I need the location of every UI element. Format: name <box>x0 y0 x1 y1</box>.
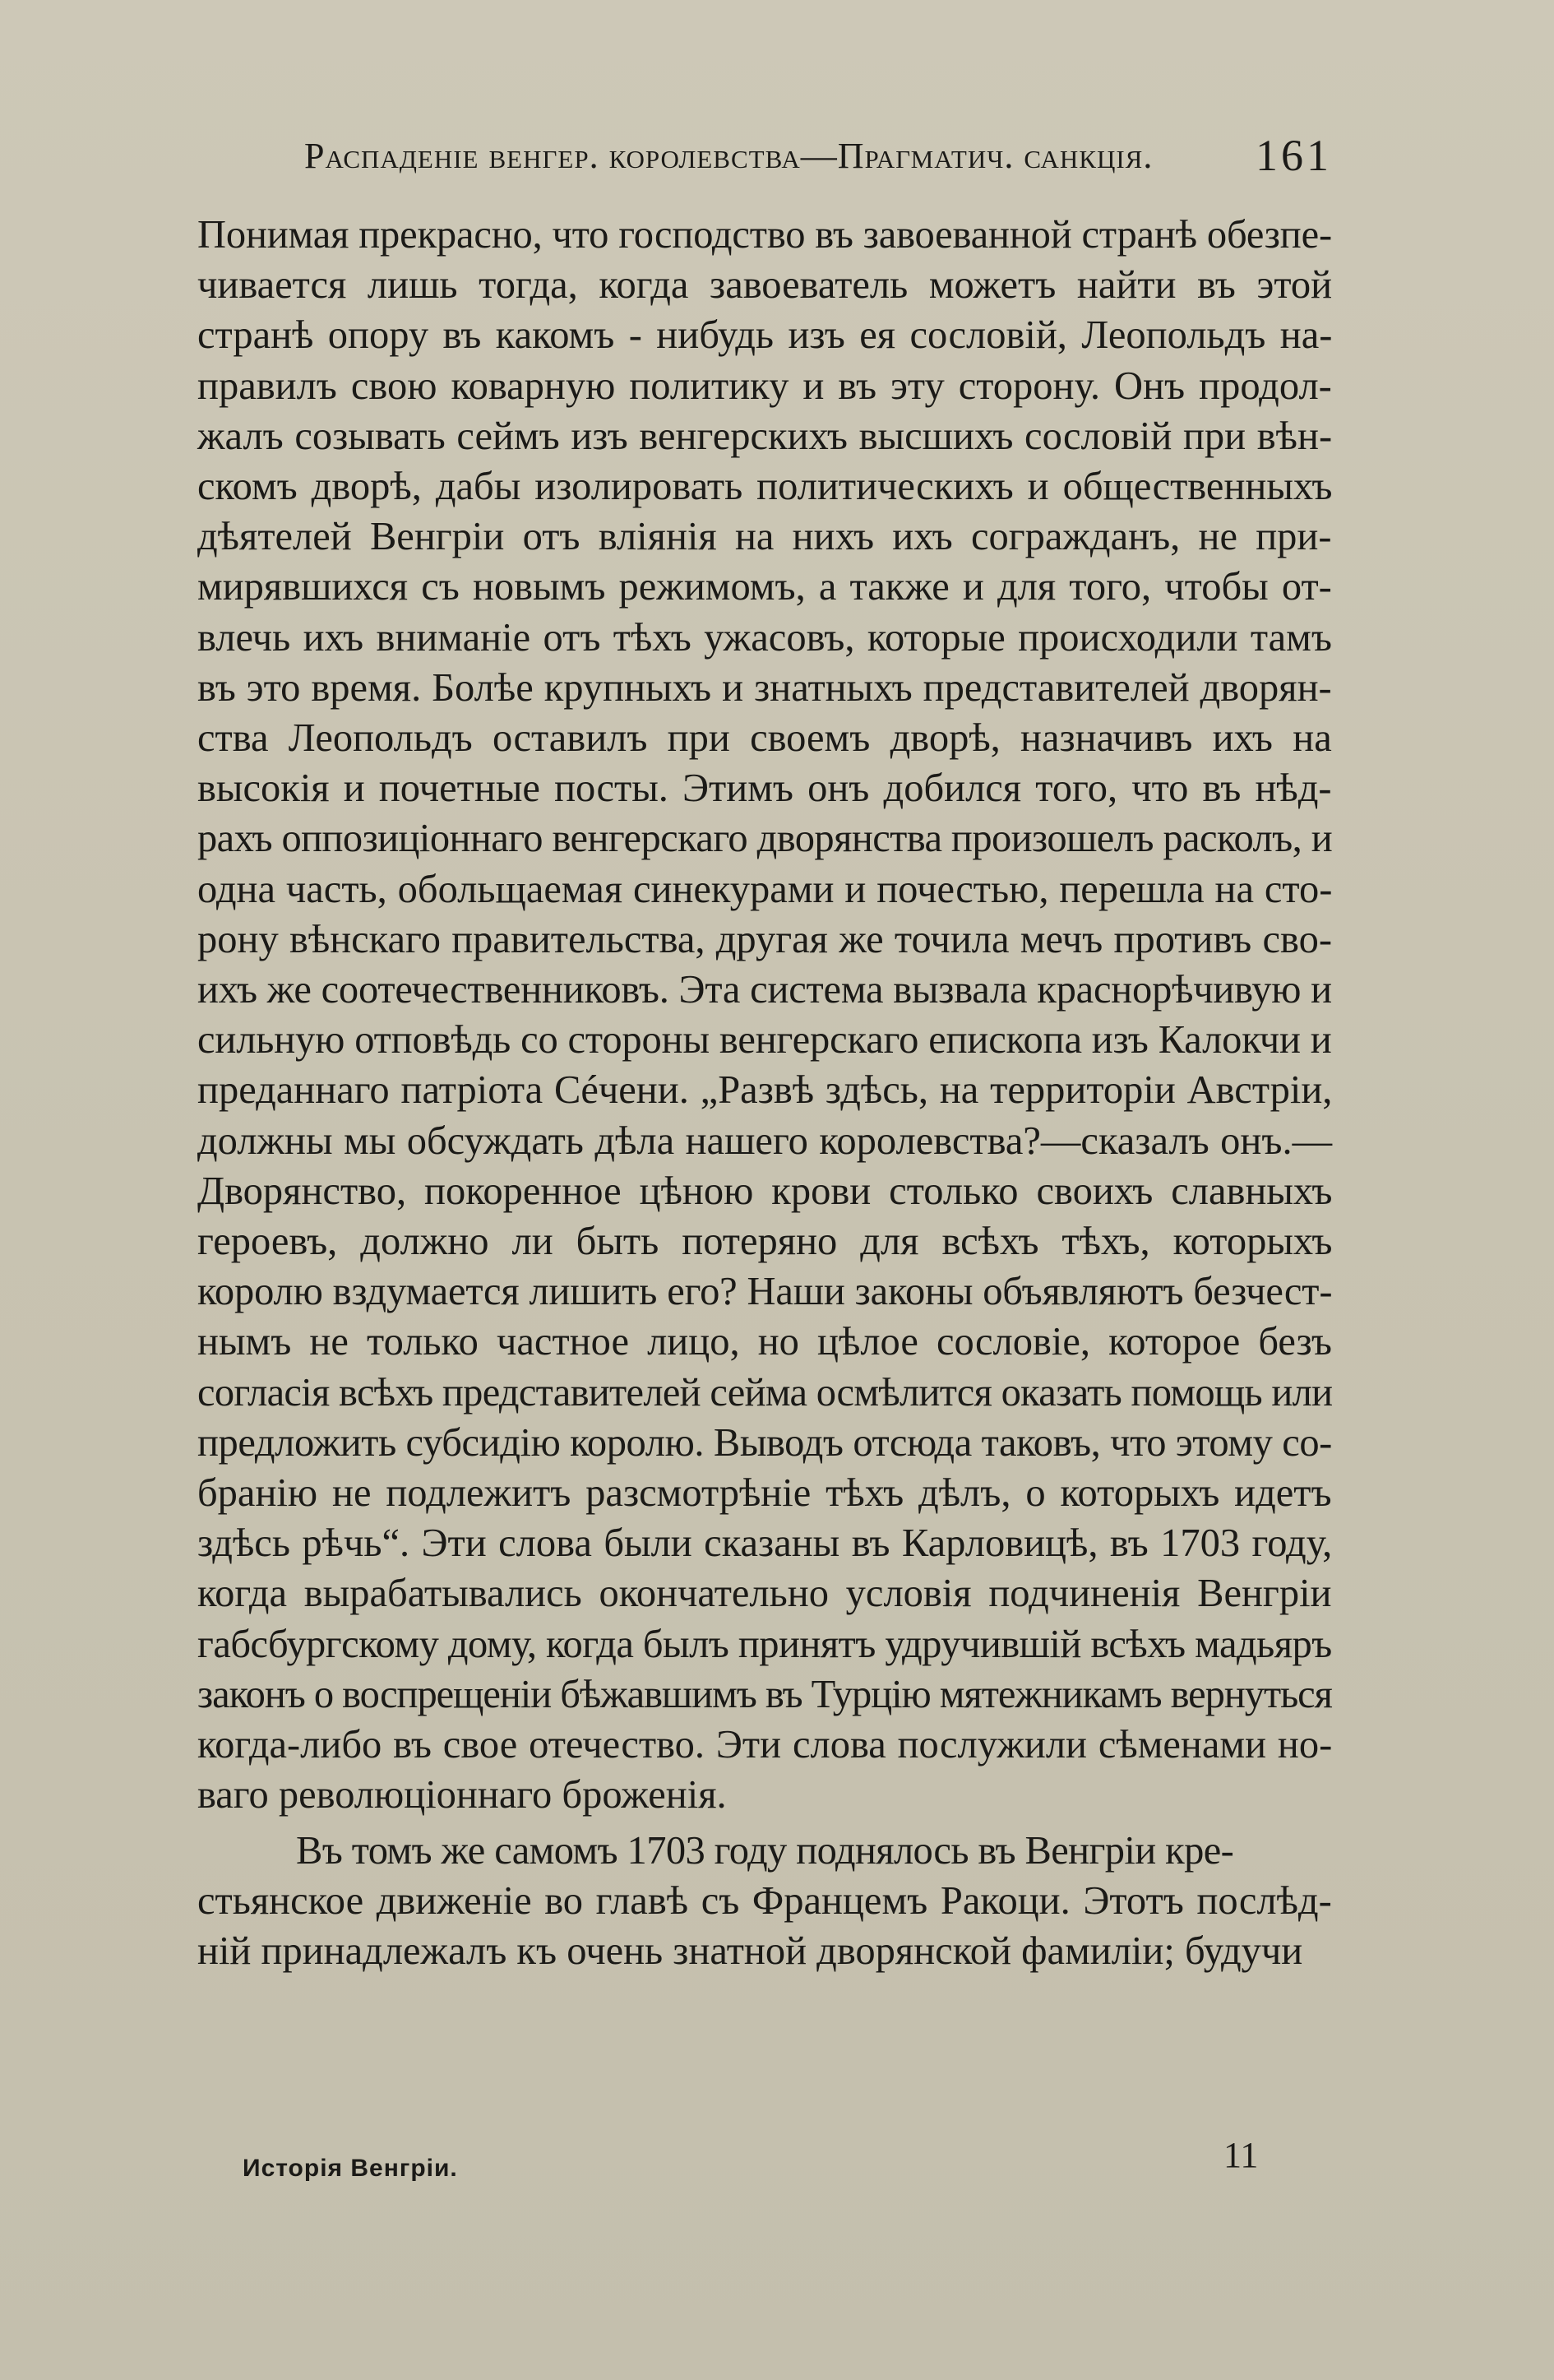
text-line: здѣсь рѣчь“. Эти слова были сказаны въ Карловицѣ, въ 1703 году, <box>197 1521 1333 1566</box>
text-line: правилъ свою коварную политику и въ эту сторону. Онъ продол- <box>197 363 1332 408</box>
text-line: королю вздумается лишить его? Наши законы объявляютъ безчест- <box>197 1270 1333 1314</box>
text-line: когда вырабатывались окончательно условія подчиненія Венгріи <box>197 1572 1332 1616</box>
paragraph <box>197 210 1332 1821</box>
text-line: сильную отповѣдь со стороны венгерскаго епископа изъ Калокчи и <box>197 1018 1332 1063</box>
text-line: ства Леопольдъ оставилъ при своемъ дворѣ, назначивъ ихъ на <box>197 716 1332 761</box>
text-line: преданнаго патріота Сéчени. „Развѣ здѣсь, на территоріи Австріи, <box>197 1068 1333 1113</box>
text-line: рахъ оппозиціоннаго венгерскаго дворянства произошелъ расколъ, и <box>197 817 1333 861</box>
text-line: въ это время. Болѣе крупныхъ и знатныхъ представителей дворян- <box>197 665 1332 710</box>
running-header <box>304 123 1332 189</box>
text-line: высокія и почетные посты. Этимъ онъ добился того, что въ нѣд- <box>197 766 1332 811</box>
paragraph <box>197 1826 1332 1977</box>
text-line: стьянское движеніе во главѣ съ Францемъ Ракоци. Этотъ послѣд- <box>197 1878 1332 1923</box>
page-number: 161 <box>1256 131 1332 180</box>
text-line: нымъ не только частное лицо, но цѣлое сословіе, которое безъ <box>197 1320 1332 1364</box>
text-line: героевъ, должно ли быть потеряно для всѣхъ тѣхъ, которыхъ <box>197 1220 1333 1264</box>
text-line: мирявшихся съ новымъ режимомъ, а также и для того, чтобы от- <box>197 565 1332 609</box>
text-line: должны мы обсуждать дѣла нашего королевства?—сказалъ онъ.— <box>197 1118 1333 1163</box>
text-line: жалъ созывать сеймъ изъ венгерскихъ высшихъ сословій при вѣн- <box>197 414 1333 458</box>
footer-book-title: Исторія Венгріи. <box>243 2155 458 2182</box>
text-line: влечь ихъ вниманіе отъ тѣхъ ужасовъ, которые происходили тамъ <box>197 615 1332 660</box>
text-line: ній принадлежалъ къ очень знатной дворянской фамиліи; будучи <box>197 1929 1303 1973</box>
running-title: Распаденіе венгер. королевства—Прагматич. санкція. <box>304 136 1154 176</box>
text-line: бранію не подлежитъ разсмотрѣніе тѣхъ дѣлъ, о которыхъ идетъ <box>197 1471 1332 1516</box>
text-line: ихъ же соотечественниковъ. Эта система вызвала краснорѣчивую и <box>197 968 1332 1012</box>
text-line: законъ о воспрещеніи бѣжавшимъ въ Турцію мятежникамъ вернуться <box>197 1672 1332 1716</box>
text-line: Дворянство, покоренное цѣною крови столько своихъ славныхъ <box>197 1169 1333 1213</box>
text-line: Въ томъ же самомъ 1703 году поднялось въ Венгріи кре- <box>296 1828 1234 1873</box>
text-line: ваго революціоннаго броженія. <box>197 1773 727 1817</box>
text-line: дѣятелей Венгріи отъ вліянія на нихъ ихъ согражданъ, не при- <box>197 515 1332 559</box>
text-line: предложить субсидію королю. Выводъ отсюда таковъ, что этому со- <box>197 1420 1332 1465</box>
text-line: странѣ опору въ какомъ - нибудь изъ ея сословій, Леопольдъ на- <box>197 313 1333 358</box>
text-line: габсбургскому дому, когда былъ принятъ удручившій всѣхъ мадьяръ <box>197 1622 1332 1666</box>
signature-mark: 11 <box>1223 2135 1259 2175</box>
text-line: одна часть, обольщаемая синекурами и почестью, перешла на сто- <box>197 867 1333 911</box>
text-line: скомъ дворѣ, дабы изолировать политическихъ и общественныхъ <box>197 465 1333 509</box>
page-body <box>197 210 1332 1976</box>
text-line: чивается лишь тогда, когда завоеватель можетъ найти въ этой <box>197 263 1333 308</box>
text-line: рону вѣнскаго правительства, другая же точила мечъ противъ сво- <box>197 917 1332 961</box>
text-line: согласія всѣхъ представителей сейма осмѣлится оказать помощь или <box>197 1370 1333 1415</box>
text-line: когда-либо въ свое отечество. Эти слова послужили сѣменами но- <box>197 1723 1333 1767</box>
text-line: Понимая прекрасно, что господство въ завоеванной странѣ обезпе- <box>197 213 1332 257</box>
